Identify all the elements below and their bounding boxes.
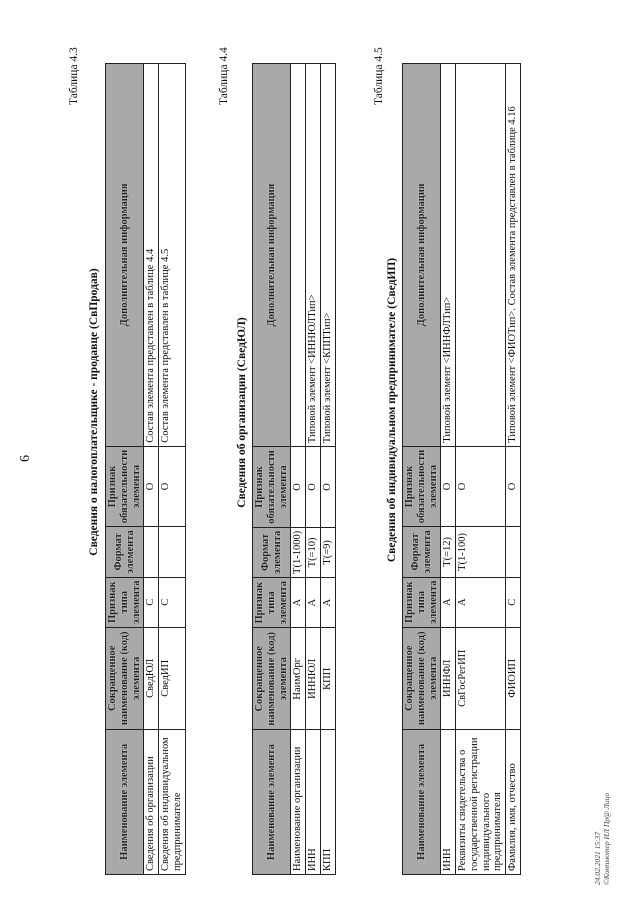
column-header: Дополнительная информация <box>253 64 291 447</box>
table-row <box>441 64 456 875</box>
table-4-5-caption: Сведения об индивидуальном предпринимателе (СведИП) <box>386 257 398 563</box>
table-cell: T(1-1000) <box>291 527 306 577</box>
footer-date: 24.02.2021 15:37 <box>593 831 602 885</box>
table-4-4-label: Таблица 4.4 <box>218 47 230 105</box>
table-cell: Типовой элемент <КППТип> <box>320 64 335 447</box>
table-row <box>456 64 506 875</box>
table-cell: ФИОИП <box>506 627 521 729</box>
table-row <box>291 64 306 875</box>
table-cell <box>159 527 186 577</box>
column-header: Дополнительная информация <box>403 64 441 447</box>
table-cell: T(1-100) <box>456 527 506 577</box>
header-row <box>106 64 144 875</box>
column-header: Формат элемента <box>403 527 441 577</box>
column-header: Формат элемента <box>106 527 144 577</box>
table-cell <box>456 64 506 447</box>
table-cell: А <box>291 578 306 628</box>
column-header: Наименование элемента <box>403 729 441 874</box>
table-4-4 <box>252 63 336 875</box>
column-header: Признак обязательности элемента <box>106 446 144 527</box>
table-row <box>159 64 186 875</box>
column-header: Признак обязательности элемента <box>403 446 441 527</box>
table-row <box>320 64 335 875</box>
table-4-4-caption: Сведения об организации (СведЮЛ) <box>236 317 248 508</box>
table-cell: ИННЮЛ <box>306 628 321 730</box>
table-4-5-label: Таблица 4.5 <box>373 47 385 105</box>
column-header: Признак обязательности элемента <box>253 447 291 528</box>
header-row <box>253 64 291 875</box>
table-cell: А <box>441 577 456 627</box>
table-row <box>506 64 521 875</box>
table-cell: А <box>306 578 321 628</box>
table-cell: О <box>506 446 521 527</box>
table-cell: С <box>159 577 186 627</box>
table-cell: ИННФЛ <box>441 627 456 729</box>
column-header: Сокращенное наименование (код) элемента <box>253 628 291 730</box>
table-cell: О <box>144 446 159 527</box>
table-cell: А <box>320 578 335 628</box>
table-cell: О <box>320 447 335 528</box>
column-header: Наименование элемента <box>253 730 291 875</box>
table-cell: ИНН <box>441 729 456 874</box>
table-cell: T(=10) <box>306 527 321 577</box>
table-cell: Типовой элемент <ИННФЛТип> <box>441 64 456 447</box>
table-cell: Типовой элемент <ФИОТип>. Состав элемента представлен в таблице 4.16 <box>506 64 521 447</box>
table-cell: СведИП <box>159 627 186 729</box>
table-cell: А <box>456 577 506 627</box>
table-cell: О <box>441 446 456 527</box>
table-cell: С <box>144 577 159 627</box>
table-cell: О <box>456 446 506 527</box>
table-cell: Наименование организации <box>291 730 306 875</box>
table-cell: С <box>506 577 521 627</box>
table-cell: ИНН <box>306 730 321 875</box>
table-cell: T(=12) <box>441 527 456 577</box>
table-cell: Сведения об организации <box>144 729 159 874</box>
column-header: Признак типа элемента <box>106 577 144 627</box>
table-cell: О <box>159 446 186 527</box>
table-cell: Состав элемента представлен в таблице 4.4 <box>144 64 159 447</box>
column-header: Дополнительная информация <box>106 64 144 447</box>
table-cell: СвГосРегИП <box>456 627 506 729</box>
column-header: Сокращенное наименование (код) элемента <box>403 627 441 729</box>
page-number: 6 <box>18 455 33 462</box>
table-cell <box>506 527 521 577</box>
table-4-3-label: Таблица 4.3 <box>68 47 80 105</box>
table-4-3-caption: Сведения о налогоплательщике - продавце (СвПродав) <box>88 268 100 556</box>
table-4-3 <box>105 63 186 875</box>
header-row <box>403 64 441 875</box>
table-row <box>306 64 321 875</box>
column-header: Формат элемента <box>253 527 291 577</box>
table-cell: Реквизиты свидетельства о государственной регистрации индивидуального предпринимателя <box>456 729 506 874</box>
column-header: Признак типа элемента <box>403 577 441 627</box>
footer-source: ©Компьютер ИЛ Пр@ Лицо <box>601 792 611 885</box>
table-cell: Типовой элемент <ИННЮЛТип> <box>306 64 321 447</box>
table-4-5 <box>402 63 521 875</box>
table-cell: Сведения об индивидуальном предпринимателе <box>159 729 186 874</box>
table-row <box>144 64 159 875</box>
table-cell <box>144 527 159 577</box>
table-cell: КПП <box>320 730 335 875</box>
table-cell: О <box>306 447 321 528</box>
table-cell: О <box>291 447 306 528</box>
column-header: Признак типа элемента <box>253 578 291 628</box>
table-cell <box>291 64 306 447</box>
column-header: Сокращенное наименование (код) элемента <box>106 627 144 729</box>
table-cell: КПП <box>320 628 335 730</box>
table-cell: T(=9) <box>320 527 335 577</box>
table-cell: НаимОрг <box>291 628 306 730</box>
table-cell: Фамилия, имя, отчество <box>506 729 521 874</box>
column-header: Наименование элемента <box>106 729 144 874</box>
table-cell: Состав элемента представлен в таблице 4.5 <box>159 64 186 447</box>
footer-stamp <box>594 793 611 885</box>
table-cell: СведЮЛ <box>144 627 159 729</box>
